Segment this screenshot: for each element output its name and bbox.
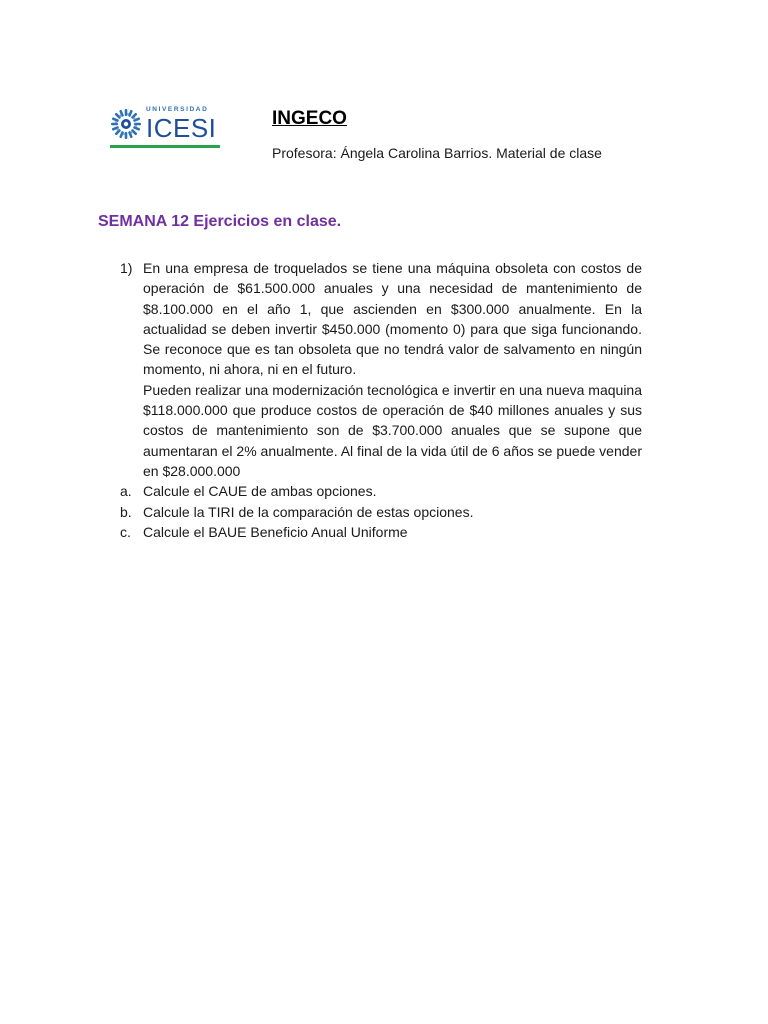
list-item — [120, 522, 642, 542]
list-item — [120, 481, 642, 501]
exercise-paragraph-2: Pueden realizar una modernización tecnológica e invertir en una nueva maquina $118.000.000 que produce costos de operación de $40 millones anuales y sus costos de mantenimiento son de $3.700.000 anuales que se supone que aumentaran el 2% anualmente. Al final de la vida útil de 6 años se puede vender en $28.000.000 — [143, 381, 642, 479]
list-item-text: Calcule el BAUE Beneficio Anual Uniforme — [143, 523, 408, 540]
logo-main-text: ICESI — [146, 113, 217, 143]
list-marker: a. — [120, 483, 132, 500]
page-subtitle: Profesora: Ángela Carolina Barrios. Material de clase — [272, 145, 602, 161]
exercise-paragraph-1: En una empresa de troquelados se tiene una máquina obsoleta con costos de operación de $61.500.000 anuales y una necesidad de mantenimiento de $8.100.000 en el año 1, que ascienden en $300.000 anualmente. En la actualidad se deben invertir $450.000 (momento 0) para que siga funcionando. Se reconoce que es tan obsoleta que no tendrá valor de salvamento en ningún momento, ni ahora, ni en el futuro. — [143, 260, 642, 378]
list-item — [120, 502, 642, 522]
list-item-text: Calcule la TIRI de la comparación de estas opciones. — [143, 503, 474, 520]
page-title: INGECO — [272, 108, 347, 129]
exercise-item — [120, 258, 642, 481]
question-list — [120, 481, 642, 542]
list-marker: c. — [120, 523, 131, 540]
exercise-block — [120, 258, 642, 542]
logo-wordmark — [146, 106, 222, 142]
section-heading: SEMANA 12 Ejercicios en clase. — [98, 213, 342, 230]
list-item-text: Calcule el CAUE de ambas opciones. — [143, 483, 377, 500]
logo-underline — [110, 145, 220, 148]
list-marker: b. — [120, 503, 132, 520]
sun-emblem-icon — [110, 108, 142, 140]
logo-top-text: UNIVERSIDAD — [146, 106, 209, 113]
exercise-number: 1) — [120, 260, 133, 276]
university-logo — [110, 106, 222, 150]
